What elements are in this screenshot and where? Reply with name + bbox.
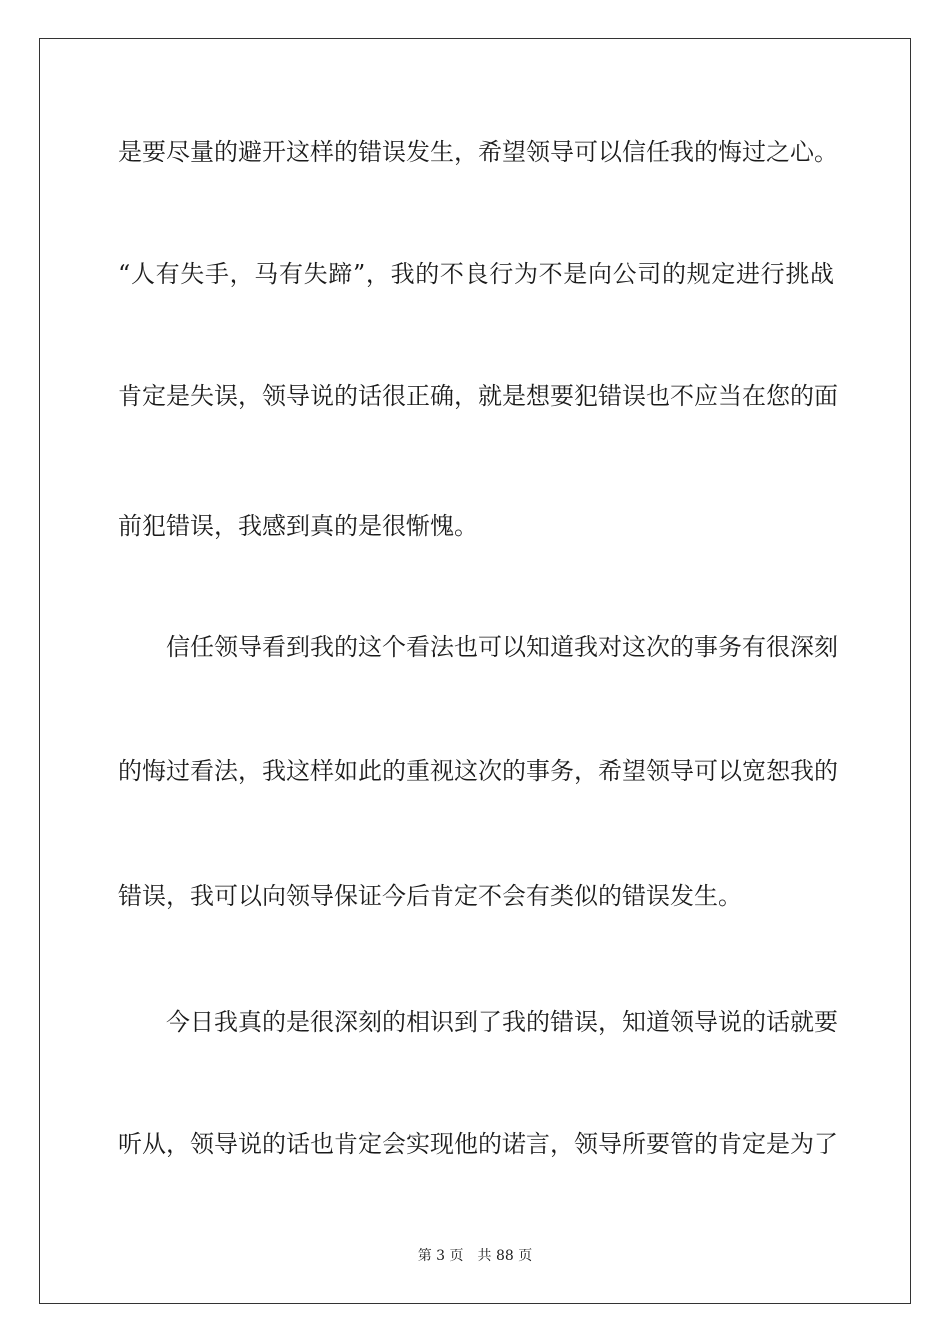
page-number: 第 3 页 xyxy=(417,1248,464,1264)
paragraph-line-8: 今日我真的是很深刻的相识到了我的错误，知道领导说的话就要 xyxy=(166,1008,838,1036)
page-footer xyxy=(0,1247,950,1265)
paragraph-line-4: 前犯错误，我感到真的是很惭愧。 xyxy=(118,512,478,540)
paragraph-line-5: 信任领导看到我的这个看法也可以知道我对这次的事务有很深刻 xyxy=(166,633,838,661)
paragraph-line-6: 的悔过看法，我这样如此的重视这次的事务，希望领导可以宽恕我的 xyxy=(118,757,838,785)
page-border xyxy=(39,38,911,1304)
paragraph-line-9: 听从，领导说的话也肯定会实现他的诺言，领导所要管的肯定是为了 xyxy=(118,1130,838,1158)
paragraph-line-3: 肯定是失误，领导说的话很正确，就是想要犯错误也不应当在您的面 xyxy=(118,382,838,410)
page-total: 共 88 页 xyxy=(477,1248,533,1264)
paragraph-line-1: 是要尽量的避开这样的错误发生，希望领导可以信任我的悔过之心。 xyxy=(118,138,838,166)
paragraph-line-2: “人有失手，马有失蹄”，我的不良行为不是向公司的规定进行挑战 xyxy=(118,260,834,288)
paragraph-line-7: 错误，我可以向领导保证今后肯定不会有类似的错误发生。 xyxy=(118,882,742,910)
